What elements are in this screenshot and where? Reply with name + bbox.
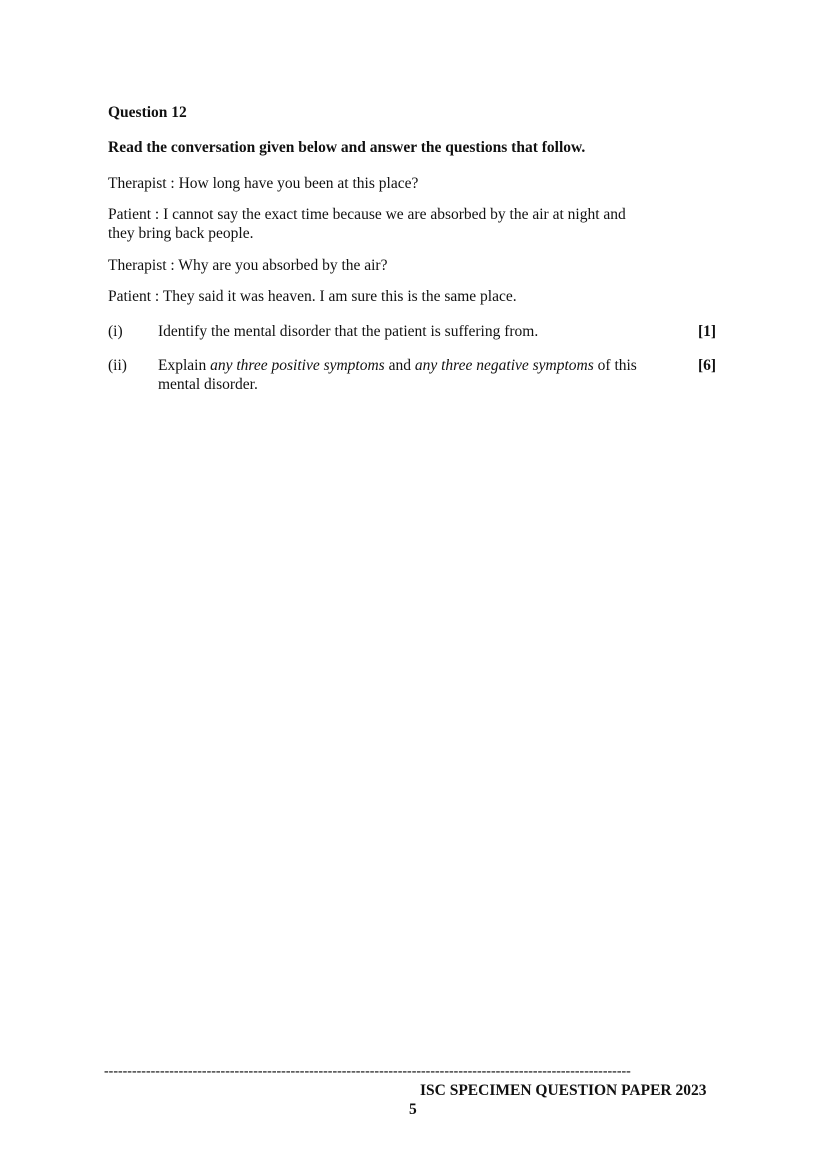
subquestion-ii-line1 (158, 356, 637, 375)
subquestion-ii-number: (ii) (108, 357, 127, 374)
conversation-line-patient-1-part1: Patient : I cannot say the exact time because we are absorbed by the air at night and (108, 206, 626, 223)
subquestion-ii-marks: [6] (698, 357, 717, 374)
subquestion-ii-line2: mental disorder. (158, 376, 258, 393)
subquestion-ii-text-mid: and (384, 357, 415, 374)
conversation-line-therapist-2: Therapist : Why are you absorbed by the air? (108, 257, 388, 274)
conversation-line-therapist-1: Therapist : How long have you been at this place? (108, 175, 419, 192)
subquestion-i-marks: [1] (698, 323, 717, 340)
conversation-line-patient-1 (108, 205, 626, 243)
page-number: 5 (409, 1101, 417, 1118)
question-instruction: Read the conversation given below and answer the questions that follow. (108, 139, 586, 156)
footer-title: ISC SPECIMEN QUESTION PAPER 2023 (420, 1082, 707, 1099)
subquestion-i-text: Identify the mental disorder that the patient is suffering from. (158, 323, 539, 340)
footer-divider: ----------------------------------------------------------------------------------------------------------------- (104, 1064, 631, 1079)
subquestion-ii-text-post: of this (593, 357, 637, 374)
subquestion-ii-italic-negative: any three negative symptoms (414, 357, 594, 374)
subquestion-i-number: (i) (108, 323, 123, 340)
conversation-line-patient-2: Patient : They said it was heaven. I am sure this is the same place. (108, 288, 517, 305)
subquestion-ii-text-pre: Explain (158, 357, 211, 374)
subquestion-ii-italic-positive: any three positive symptoms (210, 357, 385, 374)
question-heading: Question 12 (108, 104, 187, 121)
subquestion-ii-text (158, 356, 637, 394)
conversation-line-patient-1-part2: they bring back people. (108, 225, 254, 242)
